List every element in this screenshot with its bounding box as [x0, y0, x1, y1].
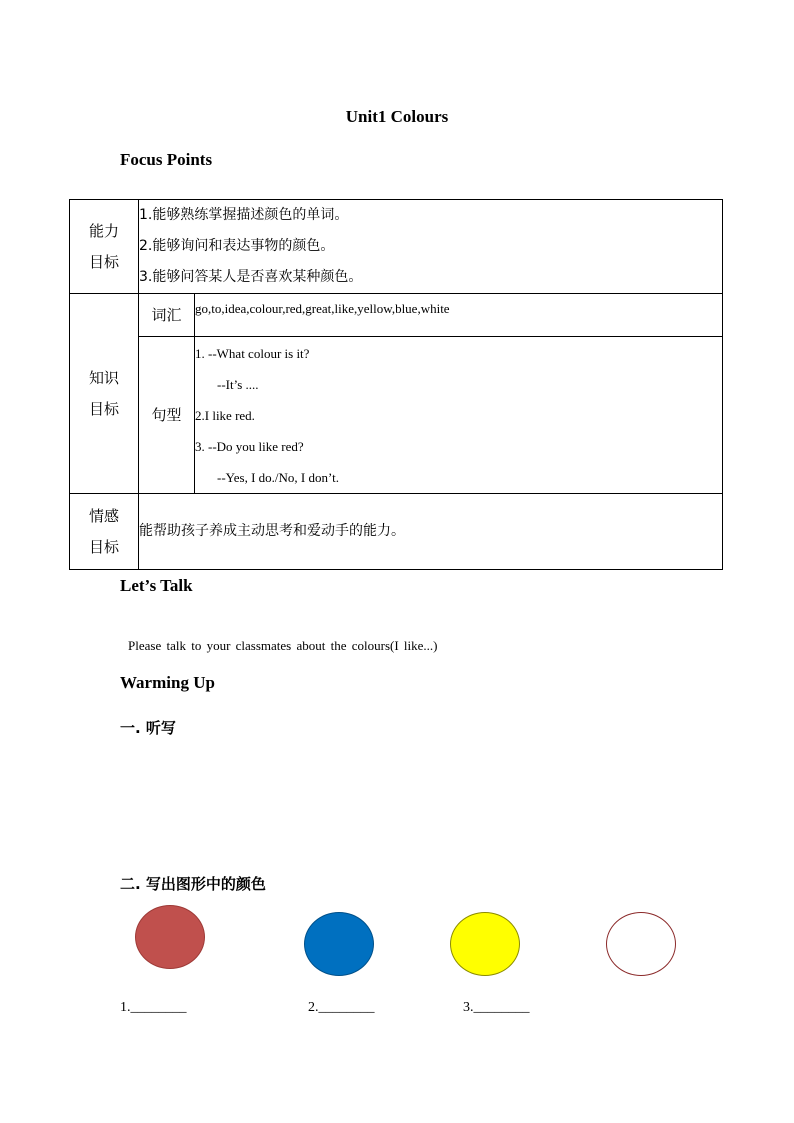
emotion-row: [70, 494, 723, 570]
ability-label: [70, 200, 139, 294]
sentence-item: --Yes, I do./No, I don’t.: [217, 469, 339, 485]
emotion-label-line2: 目标: [88, 537, 119, 556]
ability-items: [139, 200, 723, 294]
sentence-item: 1. --What colour is it?: [195, 345, 310, 361]
warming-up-heading: Warming Up: [120, 673, 215, 692]
sentence-item: 2.I like red.: [195, 407, 255, 423]
ability-item: 2.能够询问和表达事物的颜色。: [139, 238, 335, 254]
ability-label-line2: 目标: [88, 252, 119, 271]
sentence-row: [70, 337, 723, 494]
yellow-circle: [450, 912, 520, 976]
white-circle: [606, 912, 676, 976]
knowledge-label-line2: 目标: [88, 399, 119, 418]
ability-row: [70, 200, 723, 294]
ability-item: 1.能够熟练掌握描述颜色的单词。: [139, 207, 349, 223]
dictation-heading: 一. 听写: [120, 719, 176, 737]
vocab-row: [70, 294, 723, 337]
knowledge-label: [70, 294, 139, 494]
page-title: Unit1 Colours: [345, 107, 449, 126]
emotion-label: [70, 494, 139, 570]
lets-talk-instruction: Please talk to your classmates about the colours(I like...): [128, 638, 438, 653]
sentence-label: 句型: [139, 337, 195, 494]
knowledge-label-line1: 知识: [88, 368, 119, 387]
sentence-item: --It’s ....: [217, 376, 259, 392]
answer-blank-2[interactable]: 2.________: [308, 1000, 375, 1015]
goals-table: [69, 199, 723, 570]
red-circle: [135, 905, 205, 969]
sentence-item: 3. --Do you like red?: [195, 438, 304, 454]
answer-blank-3[interactable]: 3.________: [463, 1000, 530, 1015]
sentence-list: [195, 337, 723, 494]
blue-circle: [304, 912, 374, 976]
ability-label-line1: 能力: [88, 221, 119, 240]
answer-blank-1[interactable]: 1.________: [120, 1000, 187, 1015]
emotion-label-line1: 情感: [88, 506, 119, 525]
ability-item: 3.能够问答某人是否喜欢某种颜色。: [139, 269, 363, 285]
emotion-text: 能帮助孩子养成主动思考和爱动手的能力。: [139, 494, 723, 570]
lets-talk-heading: Let’s Talk: [120, 576, 193, 595]
vocab-list: go,to,idea,colour,red,great,like,yellow,blue,white: [195, 294, 723, 337]
vocab-label: 词汇: [139, 294, 195, 337]
colour-shapes-heading: 二. 写出图形中的颜色: [120, 875, 266, 893]
focus-points-heading: Focus Points: [120, 150, 213, 169]
